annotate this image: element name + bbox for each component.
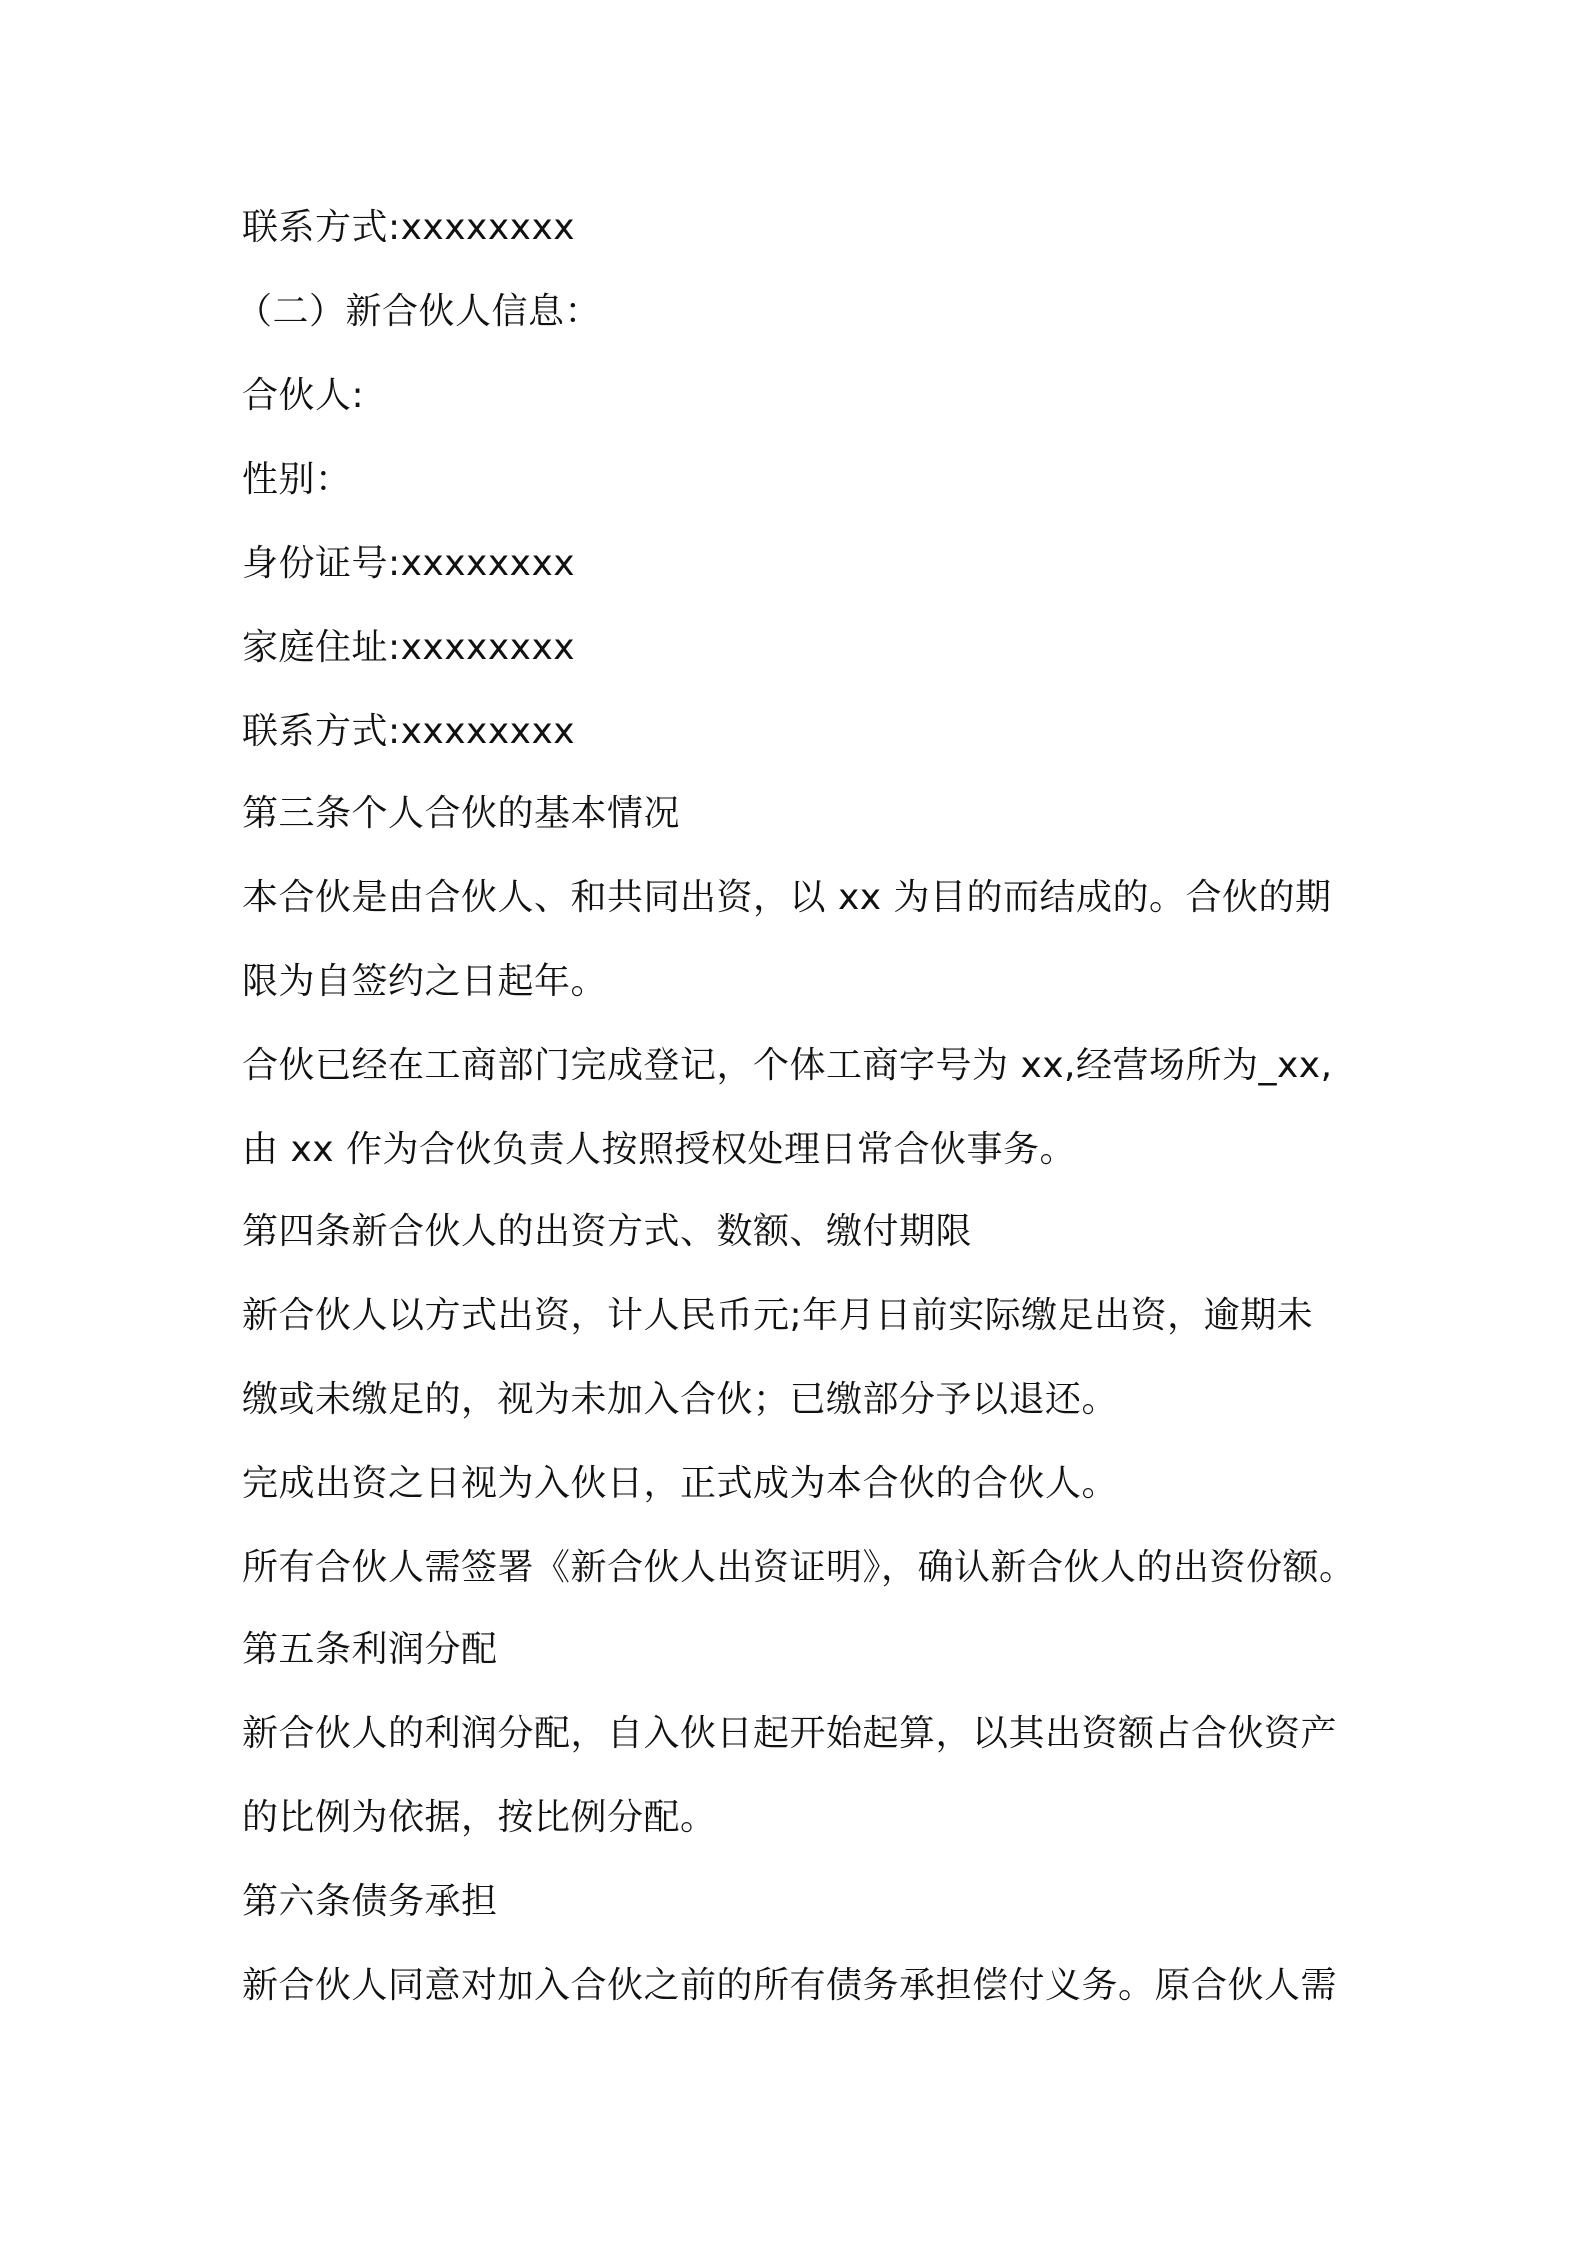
article-3-paragraph-2-line-2: 由 xx 作为合伙负责人按照授权处理日常合伙事务。 bbox=[242, 1129, 1076, 1170]
contact-info-line-2: 联系方式:xxxxxxxx bbox=[242, 711, 576, 752]
partner-name-line: 合伙人: bbox=[242, 375, 365, 416]
article-3-paragraph-2-line-1: 合伙已经在工商部门完成登记，个体工商字号为 xx,经营场所为_xx, bbox=[242, 1045, 1333, 1086]
article-3-paragraph-1-line-2: 限为自签约之日起年。 bbox=[242, 961, 608, 1002]
id-number-line: 身份证号:xxxxxxxx bbox=[242, 543, 576, 584]
contact-info-line-1: 联系方式:xxxxxxxx bbox=[242, 207, 576, 248]
article-4-paragraph-3: 所有合伙人需签署《新合伙人出资证明》，确认新合伙人的出资份额。 bbox=[242, 1547, 1356, 1588]
article-6-paragraph-line-1: 新合伙人同意对加入合伙之前的所有债务承担偿付义务。原合伙人需 bbox=[242, 1965, 1338, 2006]
article-4-paragraph-2: 完成出资之日视为入伙日，正式成为本合伙的合伙人。 bbox=[242, 1463, 1119, 1504]
article-4-paragraph-1-line-2: 缴或未缴足的，视为未加入合伙；已缴部分予以退还。 bbox=[242, 1379, 1119, 1420]
article-6-heading: 第六条债务承担 bbox=[242, 1881, 498, 1922]
article-4-heading: 第四条新合伙人的出资方式、数额、缴付期限 bbox=[242, 1211, 973, 1252]
article-5-paragraph-line-1: 新合伙人的利润分配，自入伙日起开始起算，以其出资额占合伙资产 bbox=[242, 1713, 1338, 1754]
article-5-heading: 第五条利润分配 bbox=[242, 1629, 498, 1670]
article-3-heading: 第三条个人合伙的基本情况 bbox=[242, 793, 681, 834]
gender-line: 性别： bbox=[242, 459, 352, 500]
home-address-line: 家庭住址:xxxxxxxx bbox=[242, 627, 576, 668]
article-5-paragraph-line-2: 的比例为依据，按比例分配。 bbox=[242, 1797, 717, 1838]
article-3-paragraph-1-line-1: 本合伙是由合伙人、和共同出资，以 xx 为目的而结成的。合伙的期 bbox=[242, 877, 1332, 918]
article-4-paragraph-1-line-1: 新合伙人以方式出资，计人民币元;年月日前实际缴足出资，逾期未 bbox=[242, 1295, 1314, 1336]
section-heading-new-partner-info: （二）新合伙人信息： bbox=[236, 291, 602, 332]
